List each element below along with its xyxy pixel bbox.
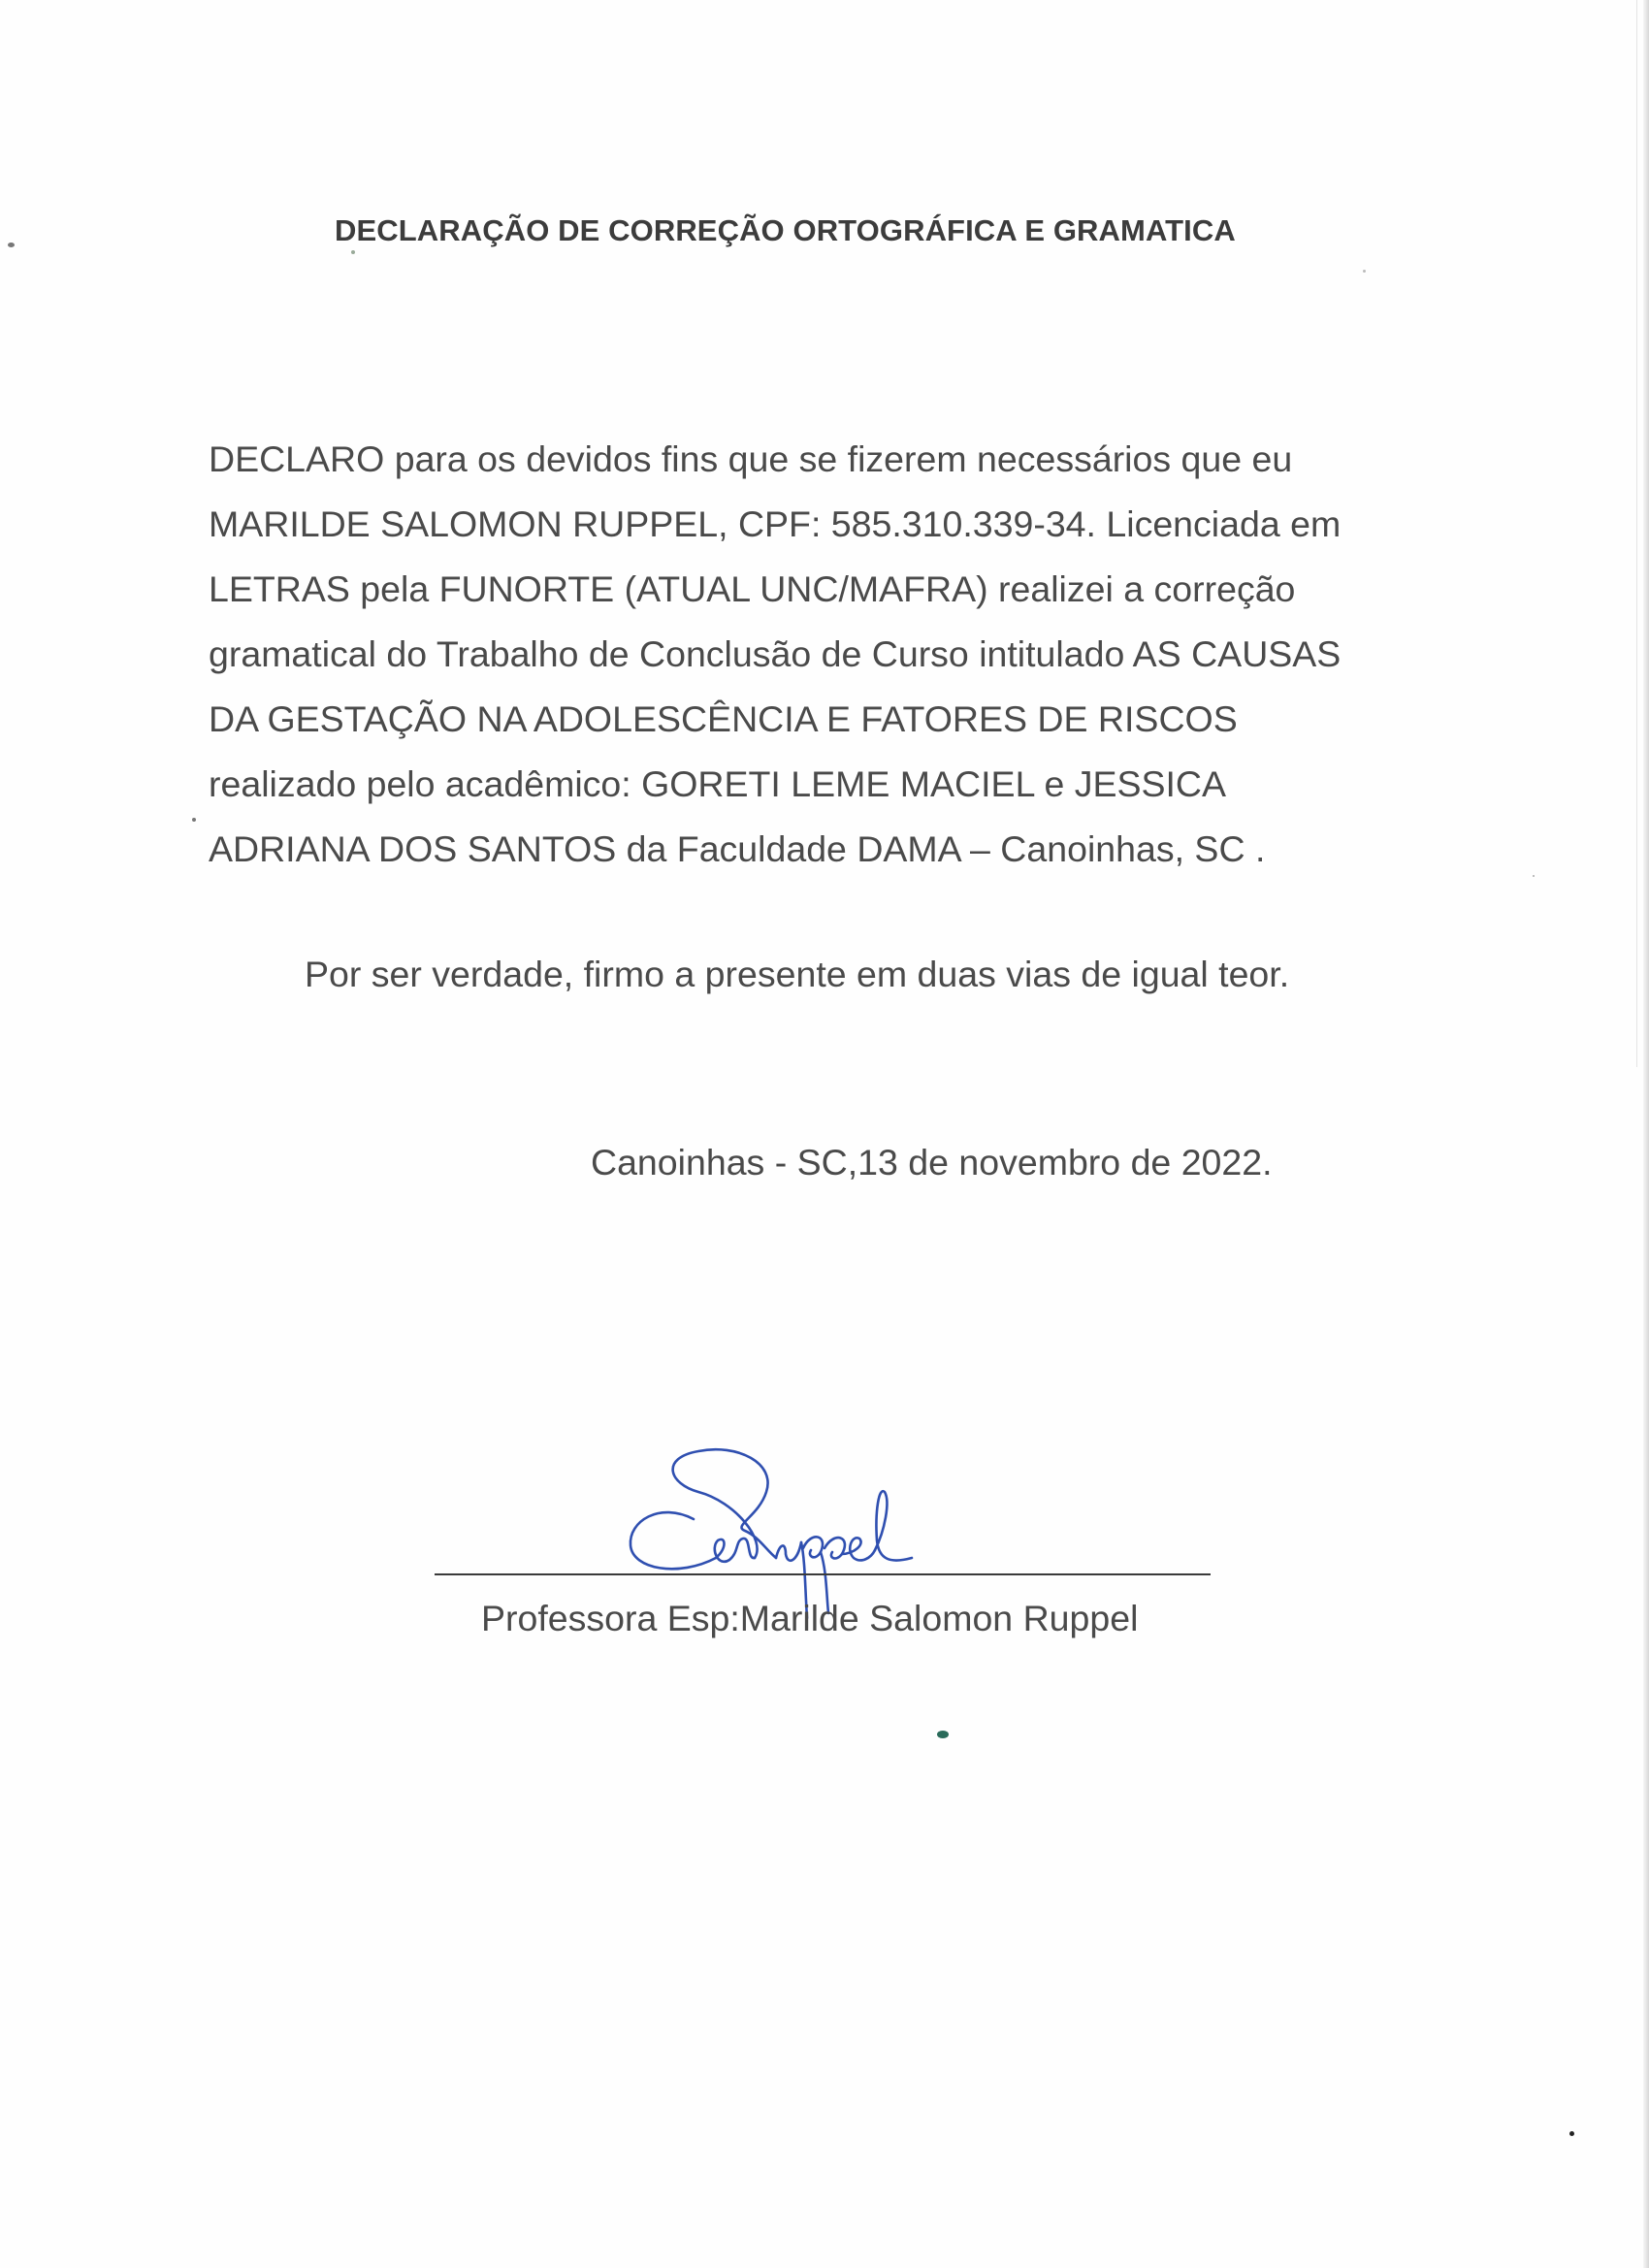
scan-speck [351,250,355,254]
signature-line [435,1573,1211,1575]
body-line: MARILDE SALOMON RUPPEL, CPF: 585.310.339-34. Licenciada em [209,503,1342,544]
page-edge-line [1636,0,1637,1067]
scan-speck [192,818,196,822]
declaration-body [209,427,1470,882]
body-line: DA GESTAÇÃO NA ADOLESCÊNCIA E FATORES DE RISCOS [209,698,1238,739]
body-line: LETRAS pela FUNORTE (ATUAL UNC/MAFRA) realizei a correção [209,568,1296,609]
scan-speck [1533,875,1535,877]
body-line: ADRIANA DOS SANTOS da Faculdade DAMA – Canoinhas, SC . [209,828,1266,869]
closing-statement: Por ser verdade, firmo a presente em duas vias de igual teor. [305,954,1290,994]
scan-speck [1569,2131,1574,2136]
signatory-name: Professora Esp:Marilde Salomon Ruppel [481,1598,1139,1638]
scan-speck [937,1731,949,1738]
body-line: gramatical do Trabalho de Conclusão de Curso intitulado AS CAUSAS [209,633,1342,674]
place-and-date: Canoinhas - SC,13 de novembro de 2022. [591,1142,1273,1183]
body-line: DECLARO para os devidos fins que se fizerem necessários que eu [209,438,1293,479]
body-line: realizado pelo acadêmico: GORETI LEME MACIEL e JESSICA [209,763,1227,804]
page-edge-shadow [1643,0,1649,2268]
document-title: DECLARAÇÃO DE CORREÇÃO ORTOGRÁFICA E GRAMATICA [335,213,1236,247]
scan-speck [1363,270,1366,273]
scan-speck [8,243,15,247]
